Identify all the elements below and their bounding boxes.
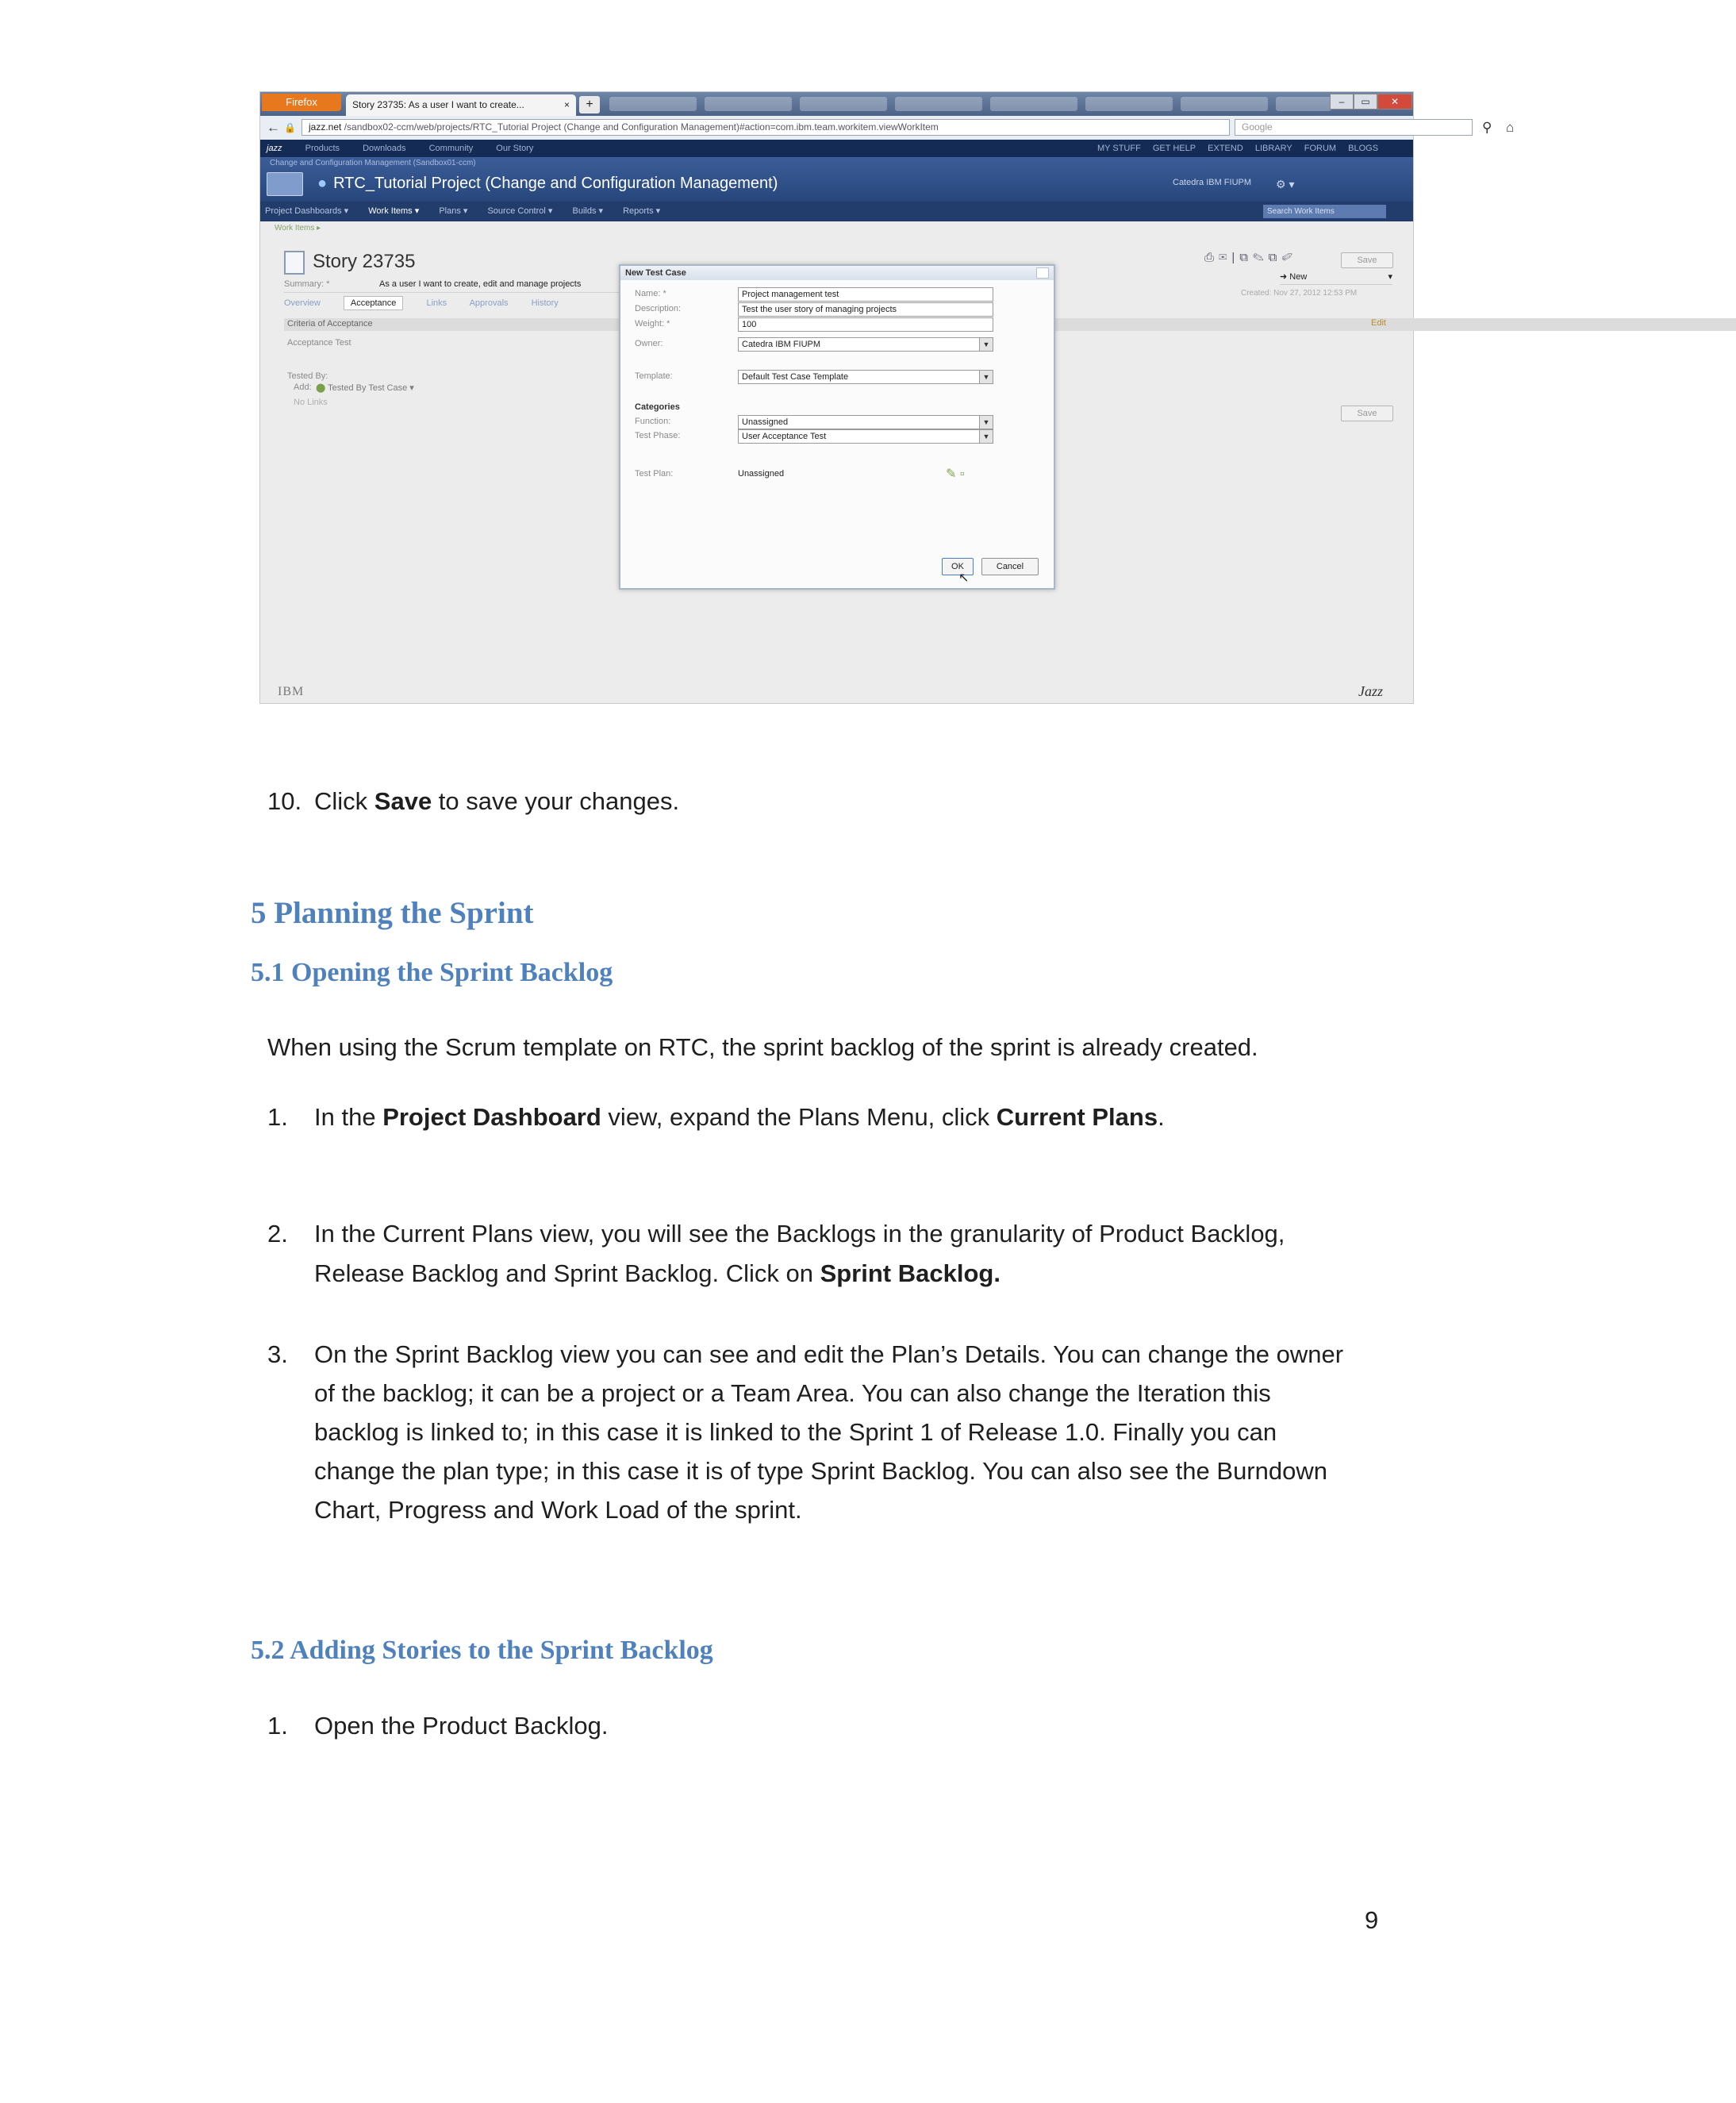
project-globe-icon: ●: [317, 175, 328, 192]
tab-history[interactable]: History: [531, 298, 559, 308]
jazz-right-item[interactable]: FORUM: [1304, 144, 1337, 153]
test-phase-label: Test Phase:: [635, 431, 681, 440]
step-number: 10.: [267, 787, 302, 815]
step-3-line: of the backlog; it can be a project or a Team Area. You can also change the Iteration this: [314, 1379, 1271, 1407]
link-icon: ⬤: [316, 383, 328, 393]
tested-by-label: Tested By:: [287, 371, 328, 381]
summary-label: Summary: *: [284, 279, 330, 289]
template-value: Default Test Case Template: [742, 372, 849, 382]
state-dropdown[interactable]: [1280, 271, 1392, 285]
project-title-text: RTC_Tutorial Project (Change and Configuration Management): [333, 175, 778, 192]
function-value: Unassigned: [742, 417, 789, 427]
taskbar-ghost: [1181, 97, 1268, 111]
edit-link[interactable]: Edit: [1371, 318, 1386, 328]
weight-label: Weight: *: [635, 319, 670, 329]
jazz-right-item[interactable]: GET HELP: [1152, 144, 1196, 153]
criteria-label: Criteria of Acceptance: [287, 319, 373, 329]
project-title: [317, 171, 778, 195]
text-run: Release Backlog and Sprint Backlog. Click on: [314, 1259, 820, 1287]
search-work-items-input[interactable]: Search Work Items: [1263, 205, 1386, 218]
name-input[interactable]: Project management test: [738, 287, 993, 302]
name-label: Name: *: [635, 289, 666, 298]
text-run: view, expand the Plans Menu, click: [601, 1103, 997, 1131]
subsection-heading: 5.2 Adding Stories to the Sprint Backlog: [251, 1636, 713, 1665]
add-link-label: Tested By Test Case ▾: [328, 383, 414, 393]
step-2-line: [314, 1254, 1001, 1294]
section-heading: 5 Planning the Sprint: [251, 896, 534, 930]
weight-input[interactable]: 100: [738, 317, 993, 332]
jazz-right-item[interactable]: MY STUFF: [1097, 144, 1141, 153]
url-path: /sandbox02-ccm/web/projects/RTC_Tutorial Project (Change and Configuration Management)#action=com.ibm.team.workitem.viewWorkItem: [341, 121, 939, 133]
save-button-bottom[interactable]: Save: [1341, 406, 1393, 421]
tab-links[interactable]: Links: [426, 298, 447, 308]
close-icon[interactable]: [1036, 267, 1049, 279]
rtc-screenshot: [259, 91, 1515, 704]
story-icon: [284, 251, 305, 275]
home-icon[interactable]: ⌂: [1506, 120, 1515, 135]
text-run: to save your changes.: [432, 787, 680, 815]
menu-builds[interactable]: Builds ▾: [572, 206, 604, 216]
owner-select[interactable]: [738, 337, 993, 352]
step-3-line: On the Sprint Backlog view you can see and edit the Plan’s Details. You can change the owner: [314, 1340, 1344, 1368]
description-input[interactable]: Test the user story of managing projects: [738, 302, 993, 317]
jazz-logo[interactable]: jazz: [267, 144, 282, 153]
new-tab-button[interactable]: +: [579, 96, 600, 113]
dialog-title: New Test Case: [620, 266, 1054, 280]
work-item-tabs: [284, 298, 579, 308]
url-bar: [260, 116, 1515, 140]
tab-approvals[interactable]: Approvals: [469, 298, 509, 308]
menu-plans[interactable]: Plans ▾: [439, 206, 468, 216]
step-3-line: backlog is linked to; in this case it is linked to the Sprint 1 of Release 1.0. Finally you can: [314, 1418, 1277, 1446]
created-date: Created: Nov 27, 2012 12:53 PM: [1241, 289, 1358, 298]
test-plan-value: Unassigned: [738, 469, 785, 479]
owner-label: Owner:: [635, 339, 663, 348]
function-label: Function:: [635, 417, 671, 426]
taskbar-ghost: [990, 97, 1077, 111]
jazz-nav-item[interactable]: Downloads: [363, 144, 406, 153]
project-subtitle: Change and Configuration Management (Sandbox01-ccm): [270, 159, 476, 167]
ibm-logo: IBM: [278, 685, 305, 698]
step-2-line: In the Current Plans view, you will see the Backlogs in the granularity of Product Backlog,: [314, 1220, 1285, 1248]
text-run: In the: [314, 1103, 383, 1131]
bold-run: Current Plans: [996, 1103, 1158, 1131]
criteria-header-right: [1117, 318, 1736, 331]
acceptance-test-label: Acceptance Test: [287, 338, 351, 348]
chevron-down-icon[interactable]: ▼: [979, 338, 993, 351]
browser-tab-bar: [260, 92, 1413, 116]
chevron-down-icon[interactable]: ▼: [979, 430, 993, 443]
maximize-icon[interactable]: ▭: [1354, 94, 1377, 110]
test-phase-select[interactable]: [738, 429, 993, 444]
menu-source-control[interactable]: Source Control ▾: [487, 206, 553, 216]
jazz-nav-item[interactable]: Our Story: [496, 144, 534, 153]
divider: [284, 292, 621, 293]
categories-heading: Categories: [635, 402, 680, 412]
close-tab-icon[interactable]: ×: [563, 99, 570, 110]
step-number: 3.: [267, 1340, 288, 1368]
menu-project-dashboards[interactable]: Project Dashboards ▾: [265, 206, 349, 216]
chevron-down-icon: ▾: [1388, 272, 1392, 282]
taskbar-ghost: [609, 97, 697, 111]
lock-icon: 🔒: [284, 122, 296, 133]
no-links-label: No Links: [294, 398, 328, 407]
edit-test-plan-icon[interactable]: ✎ ▫: [946, 467, 965, 481]
tab-overview[interactable]: Overview: [284, 298, 321, 308]
add-label: Add:: [294, 383, 312, 392]
intro-paragraph: When using the Scrum template on RTC, the sprint backlog of the sprint is already created.: [267, 1033, 1258, 1061]
taskbar-ghost: [800, 97, 887, 111]
project-area-icon: [267, 172, 303, 196]
step-number: 1.: [267, 1712, 288, 1740]
jazz-logo-footer: Jazz: [1358, 683, 1383, 699]
taskbar-ghost: [895, 97, 982, 111]
bold-run: Save: [374, 787, 432, 815]
toolbar-icons[interactable]: ⎙✉|⧉✎⧉✐: [1204, 251, 1297, 264]
tab-acceptance[interactable]: Acceptance: [344, 296, 403, 310]
ok-button[interactable]: OK: [942, 558, 974, 575]
test-plan-label: Test Plan:: [635, 469, 674, 479]
firefox-menu-button[interactable]: Firefox: [262, 94, 341, 111]
cancel-button[interactable]: Cancel: [981, 558, 1039, 575]
project-menu-bar: [260, 202, 1413, 221]
jazz-right-item[interactable]: BLOGS: [1348, 144, 1379, 153]
jazz-top-nav: [260, 140, 1413, 157]
bold-run: Project Dashboard: [382, 1103, 601, 1131]
page-number: 9: [1365, 1906, 1379, 1934]
step-1-open-text: Open the Product Backlog.: [314, 1712, 609, 1740]
jazz-right-item[interactable]: EXTEND: [1208, 144, 1243, 153]
minimize-icon[interactable]: –: [1330, 94, 1354, 110]
search-input[interactable]: Google: [1235, 119, 1473, 136]
function-select[interactable]: [738, 415, 993, 429]
step-number: 1.: [267, 1103, 288, 1131]
step-number: 2.: [267, 1220, 288, 1248]
jazz-nav-item[interactable]: Community: [428, 144, 474, 153]
project-header: [260, 157, 1413, 202]
step-10-text: [314, 782, 679, 821]
gear-icon[interactable]: ⚙ ▾: [1276, 178, 1295, 190]
subsection-heading: 5.1 Opening the Sprint Backlog: [251, 958, 613, 987]
tested-by-test-case-link[interactable]: [316, 383, 414, 393]
text-run: .: [1158, 1103, 1165, 1131]
step-3-line: Chart, Progress and Work Load of the sprint.: [314, 1496, 802, 1524]
test-phase-value: User Acceptance Test: [742, 432, 827, 441]
template-select[interactable]: [738, 370, 993, 384]
owner-value: Catedra IBM FIUPM: [742, 340, 821, 349]
url-host: jazz.net: [309, 121, 342, 133]
story-title: Story 23735: [313, 251, 416, 272]
description-label: Description:: [635, 304, 682, 313]
project-user[interactable]: Catedra IBM FIUPM: [1173, 178, 1252, 187]
search-icon[interactable]: ⚲: [1482, 120, 1492, 135]
taskbar-ghost: [705, 97, 792, 111]
save-button-top[interactable]: Save: [1341, 252, 1393, 268]
close-window-icon[interactable]: ✕: [1377, 94, 1412, 110]
browser-tab-title: Story 23735: As a user I want to create...: [352, 99, 524, 110]
menu-reports[interactable]: Reports ▾: [623, 206, 661, 216]
text-run: Click: [314, 787, 374, 815]
step-1-text: [314, 1098, 1165, 1137]
step-3-line: change the plan type; in this case it is of type Sprint Backlog. You can also see the Burndown: [314, 1457, 1327, 1485]
back-arrow-icon[interactable]: ←: [267, 120, 280, 135]
mouse-cursor-icon: ↖: [958, 571, 970, 585]
summary-value[interactable]: As a user I want to create, edit and manage projects: [379, 279, 582, 289]
breadcrumb[interactable]: Work Items ▸: [275, 224, 321, 233]
jazz-right-item[interactable]: LIBRARY: [1254, 144, 1292, 153]
menu-work-items[interactable]: Work Items ▾: [368, 206, 420, 216]
address-input[interactable]: [301, 119, 1230, 136]
new-test-case-dialog: [619, 264, 1055, 590]
chevron-down-icon[interactable]: ▼: [979, 416, 993, 429]
bold-run: Sprint Backlog.: [820, 1259, 1001, 1287]
chevron-down-icon[interactable]: ▼: [979, 371, 993, 383]
browser-tab[interactable]: [346, 94, 576, 116]
taskbar-ghost: [1276, 97, 1331, 111]
jazz-nav-item[interactable]: Products: [305, 144, 340, 153]
template-label: Template:: [635, 371, 673, 381]
taskbar-ghost: [1085, 97, 1173, 111]
state-value: ➜ New: [1280, 272, 1308, 282]
